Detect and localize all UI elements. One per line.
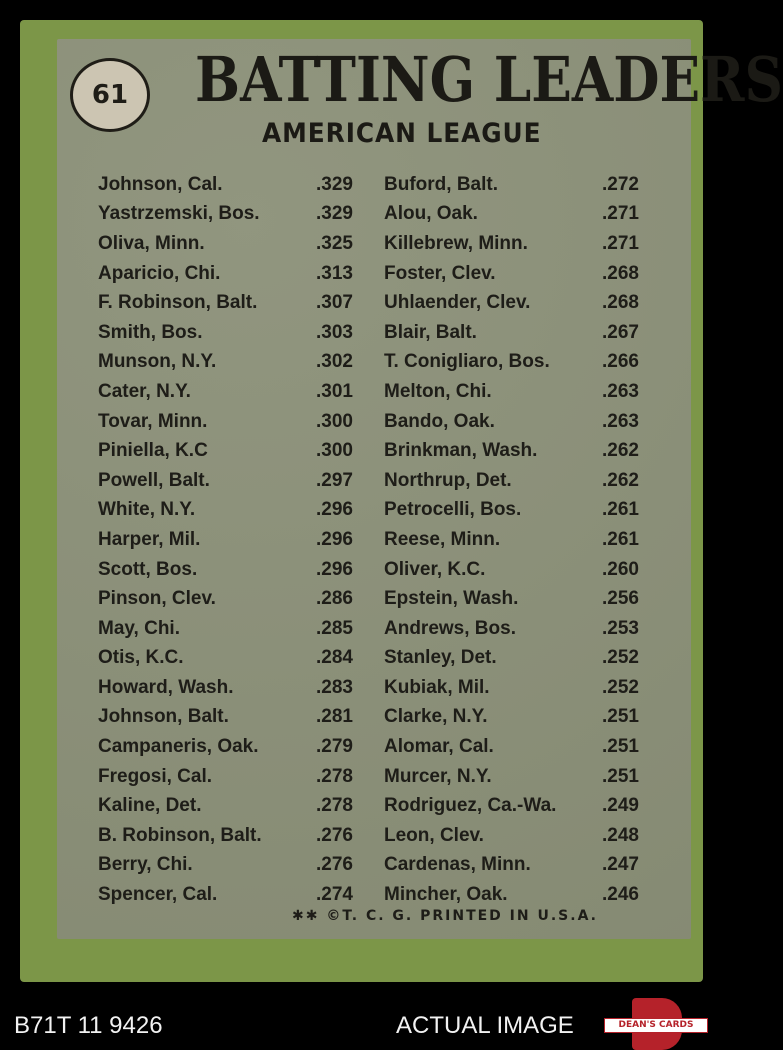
leader-avg-left: .325 <box>316 232 353 254</box>
leader-row <box>98 851 658 881</box>
leader-avg-left: .278 <box>316 795 353 817</box>
leader-avg-left: .296 <box>316 528 353 550</box>
leader-name-right: Melton, Chi. <box>384 380 492 402</box>
leader-avg-right: .261 <box>602 528 639 550</box>
leader-avg-left: .300 <box>316 410 353 432</box>
leader-name-left: Yastrzemski, Bos. <box>98 203 260 225</box>
leader-avg-right: .251 <box>602 706 639 728</box>
leader-row <box>98 644 658 674</box>
leader-avg-left: .297 <box>316 469 353 491</box>
leader-avg-right: .267 <box>602 321 639 343</box>
leader-avg-left: .276 <box>316 824 353 846</box>
leader-name-right: Bando, Oak. <box>384 410 495 432</box>
leader-name-right: Oliver, K.C. <box>384 558 486 580</box>
leader-row <box>98 318 658 348</box>
leader-avg-right: .272 <box>602 173 639 195</box>
leader-avg-left: .286 <box>316 588 353 610</box>
leader-row <box>98 170 658 200</box>
leader-name-right: Cardenas, Minn. <box>384 854 531 876</box>
leader-row <box>98 673 658 703</box>
leader-name-left: Spencer, Cal. <box>98 884 218 906</box>
leader-row <box>98 525 658 555</box>
leader-avg-right: .268 <box>602 292 639 314</box>
leader-row <box>98 555 658 585</box>
leader-avg-left: .278 <box>316 765 353 787</box>
leader-name-right: Uhlaender, Clev. <box>384 292 531 314</box>
leader-name-right: Foster, Clev. <box>384 262 496 284</box>
leader-name-left: Cater, N.Y. <box>98 380 191 402</box>
leader-avg-right: .253 <box>602 617 639 639</box>
leader-name-right: Kubiak, Mil. <box>384 676 490 698</box>
leader-name-right: T. Conigliaro, Bos. <box>384 351 550 373</box>
leader-name-right: Mincher, Oak. <box>384 884 508 906</box>
leader-name-right: Killebrew, Minn. <box>384 232 528 254</box>
leader-avg-right: .251 <box>602 736 639 758</box>
leader-row <box>98 466 658 496</box>
leader-avg-left: .300 <box>316 440 353 462</box>
leader-avg-right: .263 <box>602 410 639 432</box>
leader-name-left: Aparicio, Chi. <box>98 262 221 284</box>
leader-avg-right: .260 <box>602 558 639 580</box>
leader-avg-left: .274 <box>316 884 353 906</box>
leader-row <box>98 200 658 230</box>
leader-avg-right: .252 <box>602 647 639 669</box>
leader-name-left: Kaline, Det. <box>98 795 202 817</box>
leader-name-left: Johnson, Balt. <box>98 706 229 728</box>
leader-name-right: Northrup, Det. <box>384 469 512 491</box>
leader-avg-right: .263 <box>602 380 639 402</box>
leader-avg-left: .281 <box>316 706 353 728</box>
leader-row <box>98 348 658 378</box>
leader-avg-right: .252 <box>602 676 639 698</box>
leader-name-right: Clarke, N.Y. <box>384 706 488 728</box>
leader-name-left: Smith, Bos. <box>98 321 203 343</box>
leader-avg-left: .296 <box>316 499 353 521</box>
leader-name-right: Reese, Minn. <box>384 528 501 550</box>
copyright-line: ✱✱ ©T. C. G. PRINTED IN U.S.A. <box>292 908 598 924</box>
leader-name-left: Harper, Mil. <box>98 528 201 550</box>
leader-avg-left: .285 <box>316 617 353 639</box>
leader-avg-left: .329 <box>316 173 353 195</box>
leader-name-left: Johnson, Cal. <box>98 173 223 195</box>
leader-row <box>98 229 658 259</box>
leader-avg-left: .302 <box>316 351 353 373</box>
deans-cards-logo[interactable] <box>604 998 708 1050</box>
leader-name-left: Munson, N.Y. <box>98 351 217 373</box>
leader-name-right: Petrocelli, Bos. <box>384 499 522 521</box>
leader-row <box>98 436 658 466</box>
leader-row <box>98 762 658 792</box>
leader-row <box>98 732 658 762</box>
card-title: BATTING LEADERS <box>195 43 783 116</box>
leader-avg-right: .271 <box>602 203 639 225</box>
card-subtitle: AMERICAN LEAGUE <box>262 118 542 149</box>
leader-avg-right: .261 <box>602 499 639 521</box>
leader-row <box>98 703 658 733</box>
leader-row <box>98 496 658 526</box>
leader-avg-right: .246 <box>602 884 639 906</box>
leader-avg-left: .303 <box>316 321 353 343</box>
leader-avg-right: .249 <box>602 795 639 817</box>
leader-name-left: May, Chi. <box>98 617 180 639</box>
leader-name-left: Pinson, Clev. <box>98 588 216 610</box>
leader-avg-left: .284 <box>316 647 353 669</box>
leader-avg-left: .276 <box>316 854 353 876</box>
leader-row <box>98 821 658 851</box>
leader-avg-left: .296 <box>316 558 353 580</box>
leader-name-left: Powell, Balt. <box>98 469 210 491</box>
leader-avg-right: .251 <box>602 765 639 787</box>
leader-avg-left: .329 <box>316 203 353 225</box>
leader-name-right: Blair, Balt. <box>384 321 477 343</box>
leader-name-right: Buford, Balt. <box>384 173 498 195</box>
leader-row <box>98 259 658 289</box>
leader-avg-right: .262 <box>602 469 639 491</box>
leader-name-left: White, N.Y. <box>98 499 196 521</box>
leader-name-left: B. Robinson, Balt. <box>98 824 262 846</box>
leader-name-right: Epstein, Wash. <box>384 588 519 610</box>
leader-row <box>98 377 658 407</box>
leader-name-right: Andrews, Bos. <box>384 617 516 639</box>
leader-avg-right: .256 <box>602 588 639 610</box>
leader-name-right: Rodriguez, Ca.-Wa. <box>384 795 557 817</box>
leader-name-right: Alou, Oak. <box>384 203 478 225</box>
leader-avg-right: .266 <box>602 351 639 373</box>
actual-image-label: ACTUAL IMAGE <box>396 1012 574 1039</box>
leader-avg-left: .283 <box>316 676 353 698</box>
leader-name-left: Berry, Chi. <box>98 854 193 876</box>
leader-row <box>98 614 658 644</box>
leader-name-right: Brinkman, Wash. <box>384 440 538 462</box>
logo-text: DEAN'S CARDS <box>604 1018 708 1033</box>
leader-avg-left: .307 <box>316 292 353 314</box>
leader-avg-right: .268 <box>602 262 639 284</box>
leader-row <box>98 288 658 318</box>
leader-avg-left: .313 <box>316 262 353 284</box>
leader-row <box>98 791 658 821</box>
leaders-table <box>98 170 658 910</box>
leader-name-right: Alomar, Cal. <box>384 736 494 758</box>
leader-avg-left: .301 <box>316 380 353 402</box>
leader-name-right: Stanley, Det. <box>384 647 497 669</box>
card-number: 61 <box>91 80 129 110</box>
leader-row <box>98 584 658 614</box>
leader-avg-right: .247 <box>602 854 639 876</box>
leader-avg-right: .248 <box>602 824 639 846</box>
leader-name-left: Tovar, Minn. <box>98 410 208 432</box>
leader-avg-right: .262 <box>602 440 639 462</box>
leader-name-left: Scott, Bos. <box>98 558 198 580</box>
leader-name-left: Piniella, K.C <box>98 440 208 462</box>
leader-name-left: Oliva, Minn. <box>98 232 205 254</box>
leader-name-left: Otis, K.C. <box>98 647 184 669</box>
leader-avg-right: .271 <box>602 232 639 254</box>
cert-number: B71T 11 9426 <box>14 1012 163 1039</box>
leader-name-left: F. Robinson, Balt. <box>98 292 258 314</box>
leader-name-left: Fregosi, Cal. <box>98 765 213 787</box>
card-number-badge <box>70 58 150 132</box>
leader-name-left: Campaneris, Oak. <box>98 736 259 758</box>
leader-avg-left: .279 <box>316 736 353 758</box>
leader-row <box>98 407 658 437</box>
leader-name-left: Howard, Wash. <box>98 676 234 698</box>
leader-name-right: Leon, Clev. <box>384 824 484 846</box>
leader-name-right: Murcer, N.Y. <box>384 765 492 787</box>
